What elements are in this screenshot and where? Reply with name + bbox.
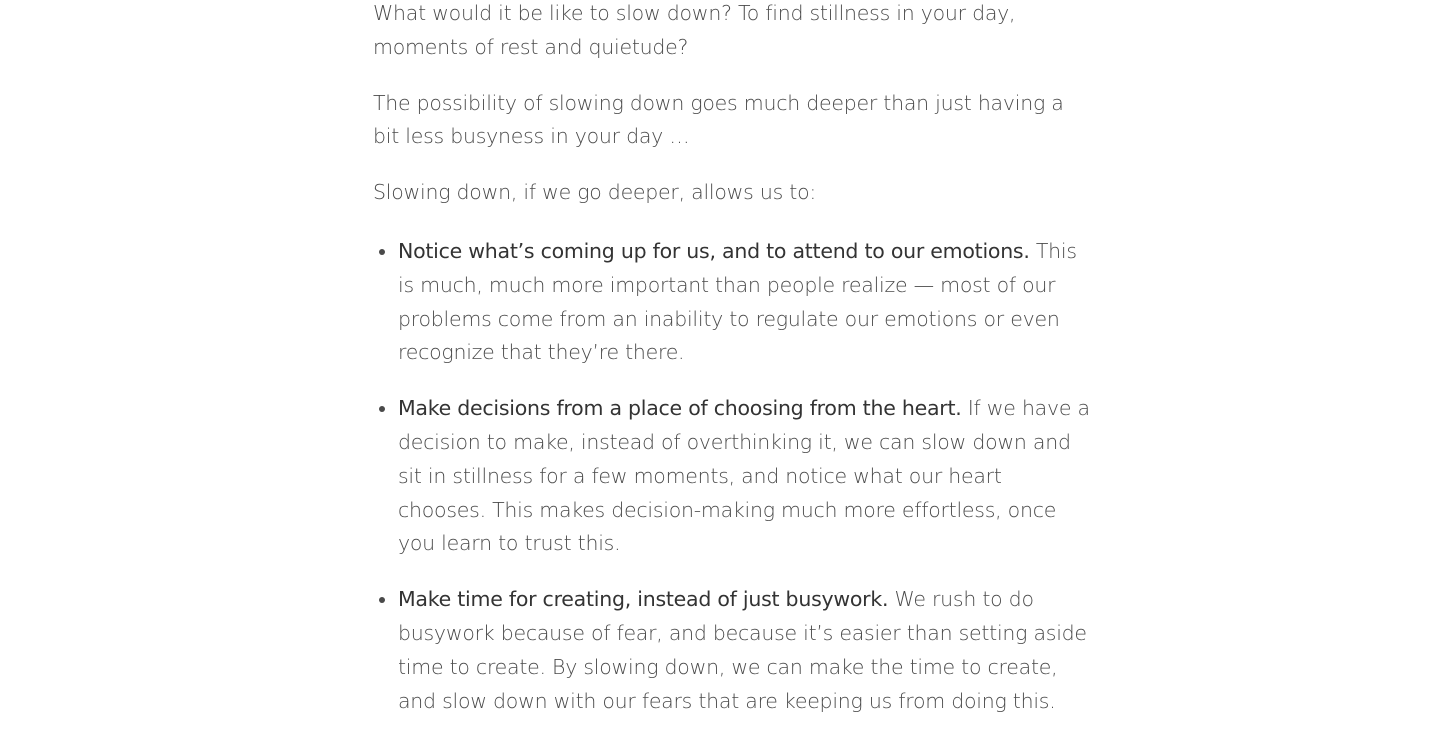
list-item <box>398 392 1095 561</box>
list-item-lead: Make time for creating, instead of just busywork. <box>398 587 889 612</box>
list-item-lead: Make decisions from a place of choosing from the heart. <box>398 396 962 421</box>
benefits-list <box>373 235 1095 718</box>
article-body <box>373 0 1095 740</box>
list-item-body: This is much, much more important than people realize — most of our problems come from an inability to regulate our emotions or even recognize that they’re there. <box>398 238 1077 365</box>
list-item <box>398 583 1095 718</box>
list-item <box>398 235 1095 370</box>
list-item-lead: Notice what’s coming up for us, and to attend to our emotions. <box>398 238 1030 263</box>
paragraph-list-lead: Slowing down, if we go deeper, allows us to: <box>373 180 817 205</box>
paragraph-intro: What would it be like to slow down? To find stillness in your day, moments of rest and quietude? <box>373 1 1016 59</box>
list-item-body: If we have a decision to make, instead of overthinking it, we can slow down and sit in stillness for a few moments, and notice what our heart chooses. This makes decision-making much more effortless, once you learn to trust this. <box>398 396 1090 556</box>
list-item-body: We rush to do busywork because of fear, and because it’s easier than setting aside time to create. By slowing down, we can make the time to create, and slow down with our fears that are keeping us from doing this. <box>398 587 1087 713</box>
paragraph-deeper: The possibility of slowing down goes much deeper than just having a bit less busyness in your day … <box>373 90 1064 149</box>
